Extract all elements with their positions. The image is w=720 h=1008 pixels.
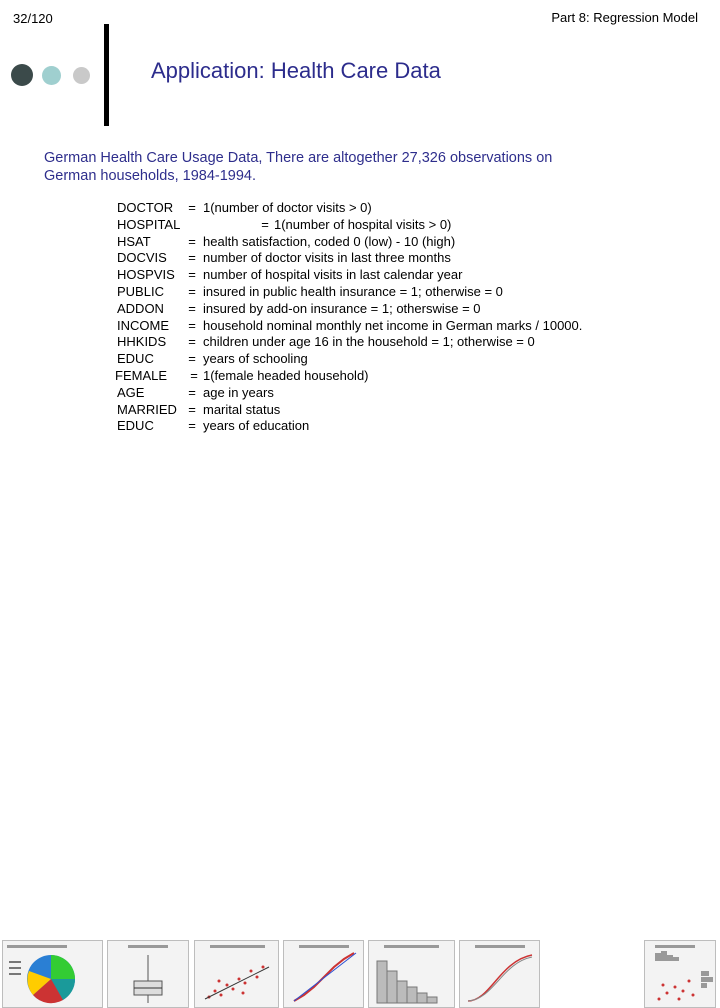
equals-sign: = (188, 351, 196, 367)
equals-sign: = (188, 418, 196, 434)
equals-sign: = (261, 216, 269, 232)
variable-name: INCOME (117, 317, 169, 333)
dot-dark (11, 64, 33, 86)
variable-description: insured by add-on insurance = 1; otherswise = 0 (203, 300, 481, 316)
equals-sign: = (190, 367, 198, 383)
pie-chart-thumbnail (2, 940, 103, 1008)
section-title: Part 8: Regression Model (551, 10, 698, 25)
cumulative-curve-thumbnail (459, 940, 540, 1008)
variable-name: AGE (117, 384, 145, 400)
vertical-divider (104, 24, 109, 126)
variable-description: number of hospital visits in last calendar year (203, 267, 463, 283)
equals-sign: = (188, 384, 196, 400)
dot-teal (42, 66, 61, 85)
variable-name: HHKIDS (117, 334, 167, 350)
variable-description: 1(number of doctor visits > 0) (203, 200, 372, 215)
variable-name: FEMALE (115, 367, 168, 383)
histogram-thumbnail (368, 940, 455, 1008)
dot-grey (73, 67, 90, 84)
variable-description: 1(female headed household) (203, 367, 369, 383)
equals-sign: = (188, 200, 196, 215)
variable-name: HSAT (117, 233, 151, 249)
scatter-plot-thumbnail (194, 940, 279, 1008)
footer-thumbnail-strip (0, 468, 720, 540)
equals-sign: = (188, 283, 196, 299)
variable-name: PUBLIC (117, 283, 164, 299)
equals-sign: = (188, 334, 196, 350)
variable-description: health satisfaction, coded 0 (low) - 10 (high) (203, 233, 456, 249)
equals-sign: = (188, 250, 196, 266)
equals-sign: = (188, 300, 196, 316)
variable-name: DOCTOR (117, 200, 174, 215)
variable-description: years of education (203, 418, 310, 434)
variable-description: age in years (203, 384, 274, 400)
variable-description: household nominal monthly net income in German marks / 10000. (203, 317, 583, 333)
variable-name: HOSPITAL (117, 216, 181, 232)
variable-description: children under age 16 in the household = 1; otherwise = 0 (203, 334, 535, 350)
equals-sign: = (188, 267, 196, 283)
probability-plot-thumbnail (283, 940, 364, 1008)
variable-description: insured in public health insurance = 1; otherwise = 0 (203, 283, 503, 299)
intro-line-2: German households, 1984-1994. (44, 168, 257, 184)
intro-line-1: German Health Care Usage Data, There are altogether 27,326 observations on (44, 150, 553, 166)
variable-name: EDUC (117, 351, 154, 367)
equals-sign: = (188, 317, 196, 333)
variable-name: HOSPVIS (117, 267, 175, 283)
slide-title: Application: Health Care Data (151, 58, 441, 83)
page-number: 32/120 (13, 11, 53, 26)
scatter-histogram-thumbnail (644, 940, 716, 1008)
variable-name: EDUC (117, 418, 154, 434)
variable-name: MARRIED (117, 401, 177, 417)
equals-sign: = (188, 401, 196, 417)
variable-name: ADDON (117, 300, 164, 316)
variable-description: marital status (203, 401, 281, 417)
variable-name: DOCVIS (117, 250, 167, 266)
variable-description: 1(number of hospital visits > 0) (274, 216, 452, 232)
box-plot-thumbnail (107, 940, 189, 1008)
intro-text (44, 149, 552, 185)
variable-description: number of doctor visits in last three months (203, 250, 451, 266)
equals-sign: = (188, 233, 196, 249)
variable-description: years of schooling (203, 351, 308, 367)
